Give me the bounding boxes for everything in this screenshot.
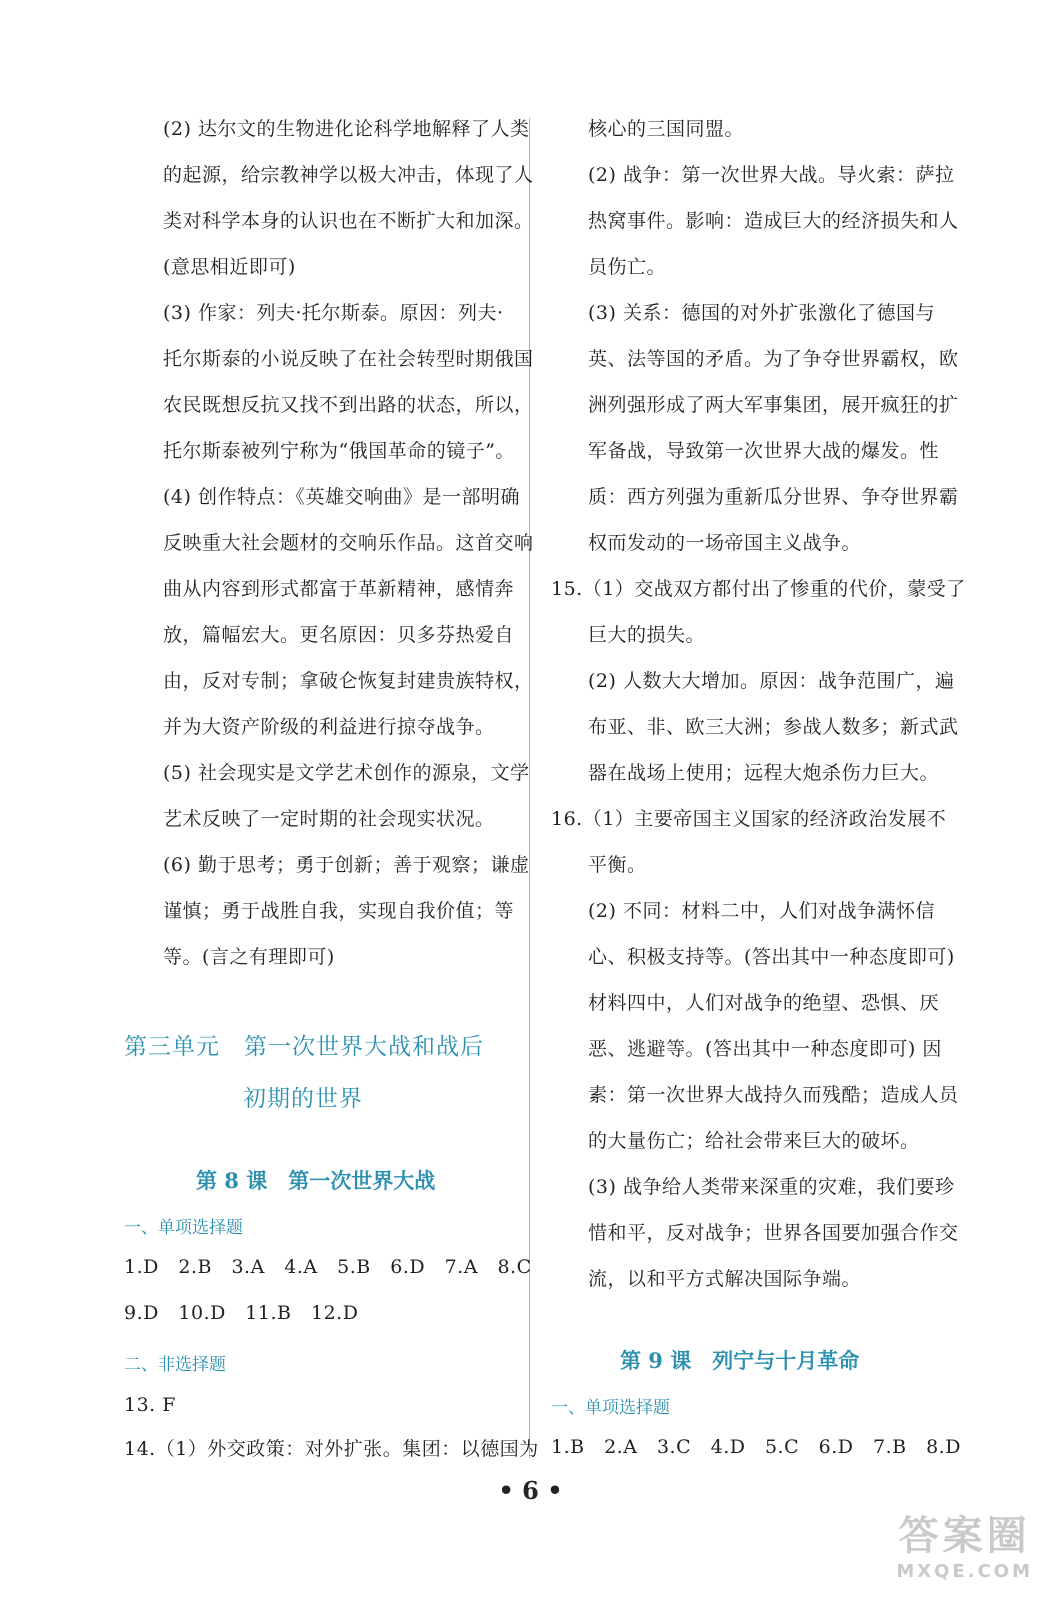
right-line-6: 英、法等国的矛盾。为了争夺世界霸权，欧 bbox=[588, 348, 959, 370]
right-line-18: (2) 不同：材料二中，人们对战争满怀信 bbox=[588, 900, 935, 922]
right-line-11: 15.（1）交战双方都付出了惨重的代价，蒙受了 bbox=[551, 578, 966, 600]
left-line-12: 放，篇幅宏大。更名原因：贝多芬热爱自 bbox=[163, 624, 515, 646]
right-line-12: 巨大的损失。 bbox=[588, 624, 706, 646]
left-answers-row-2: 9.D 10.D 11.B 12.D bbox=[124, 1302, 359, 1324]
right-line-2: (2) 战争：第一次世界大战。导火索：萨拉 bbox=[588, 164, 955, 186]
left-line-7: 农民既想反抗又找不到出路的状态，所以， bbox=[163, 394, 534, 416]
left-line-13: 由，反对专制；拿破仑恢复封建贵族特权， bbox=[163, 670, 534, 692]
left-answers-row-1: 1.D 2.B 3.A 4.A 5.B 6.D 7.A 8.C bbox=[124, 1256, 532, 1278]
unit-title-line2: 初期的世界 bbox=[243, 1086, 363, 1112]
left-line-4: (意思相近即可) bbox=[163, 256, 296, 278]
right-section-single-choice: 一、单项选择题 bbox=[551, 1398, 670, 1418]
right-line-15: 器在战场上使用；远程大炮杀伤力巨大。 bbox=[588, 762, 940, 784]
left-line-6: 托尔斯泰的小说反映了在社会转型时期俄国 bbox=[163, 348, 534, 370]
right-line-13: (2) 人数大大增加。原因：战争范围广，遍 bbox=[588, 670, 955, 692]
right-line-16: 16.（1）主要帝国主义国家的经济政治发展不 bbox=[551, 808, 947, 830]
right-line-22: 素：第一次世界大战持久而残酷；造成人员 bbox=[588, 1084, 959, 1106]
left-line-17: (6) 勤于思考；勇于创新；善于观察；谦虚 bbox=[163, 854, 530, 876]
right-line-26: 流，以和平方式解决国际争端。 bbox=[588, 1268, 862, 1290]
left-line-3: 类对科学本身的认识也在不断扩大和加深。 bbox=[163, 210, 534, 232]
question-14: 14.（1）外交政策：对外扩张。集团：以德国为 bbox=[124, 1438, 539, 1460]
unit-title-line1: 第三单元 第一次世界大战和战后 bbox=[124, 1034, 484, 1060]
right-line-3: 热窝事件。影响：造成巨大的经济损失和人 bbox=[588, 210, 959, 232]
left-section-non-choice: 二、非选择题 bbox=[124, 1355, 226, 1375]
left-section-single-choice: 一、单项选择题 bbox=[124, 1218, 243, 1238]
left-line-15: (5) 社会现实是文学艺术创作的源泉，文学 bbox=[163, 762, 530, 784]
left-line-14: 并为大资产阶级的利益进行掠夺战争。 bbox=[163, 716, 495, 738]
right-line-20: 材料四中，人们对战争的绝望、恐惧、厌 bbox=[588, 992, 940, 1014]
left-line-16: 艺术反映了一定时期的社会现实状况。 bbox=[163, 808, 495, 830]
right-line-5: (3) 关系：德国的对外扩张激化了德国与 bbox=[588, 302, 935, 324]
right-answers-row-1: 1.B 2.A 3.C 4.D 5.C 6.D 7.B 8.D bbox=[551, 1436, 961, 1458]
right-line-8: 军备战，导致第一次世界大战的爆发。性 bbox=[588, 440, 940, 462]
right-line-10: 权而发动的一场帝国主义战争。 bbox=[588, 532, 862, 554]
right-line-19: 心、积极支持等。(答出其中一种态度即可) bbox=[588, 946, 955, 968]
page-number: • 6 • bbox=[498, 1476, 563, 1505]
watermark-text: 答案圈 bbox=[898, 1513, 1031, 1559]
right-line-7: 洲列强形成了两大军事集团，展开疯狂的扩 bbox=[588, 394, 959, 416]
right-line-9: 质：西方列强为重新瓜分世界、争夺世界霸 bbox=[588, 486, 959, 508]
right-line-4: 员伤亡。 bbox=[588, 256, 667, 278]
watermark-logo bbox=[896, 1504, 1033, 1582]
right-line-25: 惜和平，反对战争；世界各国要加强合作交 bbox=[588, 1222, 959, 1244]
right-line-17: 平衡。 bbox=[588, 854, 647, 876]
question-13: 13. F bbox=[124, 1394, 176, 1416]
left-line-8: 托尔斯泰被列宁称为“俄国革命的镜子”。 bbox=[163, 440, 515, 462]
right-line-1: 核心的三国同盟。 bbox=[588, 118, 745, 140]
left-line-19: 等。(言之有理即可) bbox=[163, 946, 335, 968]
lesson-8-title: 第 8 课 第一次世界大战 bbox=[196, 1168, 436, 1193]
left-line-1: (2) 达尔文的生物进化论科学地解释了人类 bbox=[163, 118, 530, 140]
right-line-21: 恶、逃避等。(答出其中一种态度即可) 因 bbox=[588, 1038, 942, 1060]
right-line-24: (3) 战争给人类带来深重的灾难，我们要珍 bbox=[588, 1176, 955, 1198]
watermark-url: MXQE.COM bbox=[896, 1561, 1033, 1582]
left-line-2: 的起源，给宗教神学以极大冲击，体现了人 bbox=[163, 164, 534, 186]
lesson-9-title: 第 9 课 列宁与十月革命 bbox=[620, 1348, 860, 1373]
left-line-11: 曲从内容到形式都富于革新精神，感情奔 bbox=[163, 578, 515, 600]
left-line-10: 反映重大社会题材的交响乐作品。这首交响 bbox=[163, 532, 534, 554]
left-line-18: 谨慎；勇于战胜自我，实现自我价值；等 bbox=[163, 900, 515, 922]
right-line-23: 的大量伤亡；给社会带来巨大的破坏。 bbox=[588, 1130, 920, 1152]
left-line-9: (4) 创作特点：《英雄交响曲》是一部明确 bbox=[163, 486, 520, 508]
right-line-14: 布亚、非、欧三大洲；参战人数多；新式武 bbox=[588, 716, 959, 738]
left-line-5: (3) 作家：列夫·托尔斯泰。原因：列夫· bbox=[163, 302, 504, 324]
